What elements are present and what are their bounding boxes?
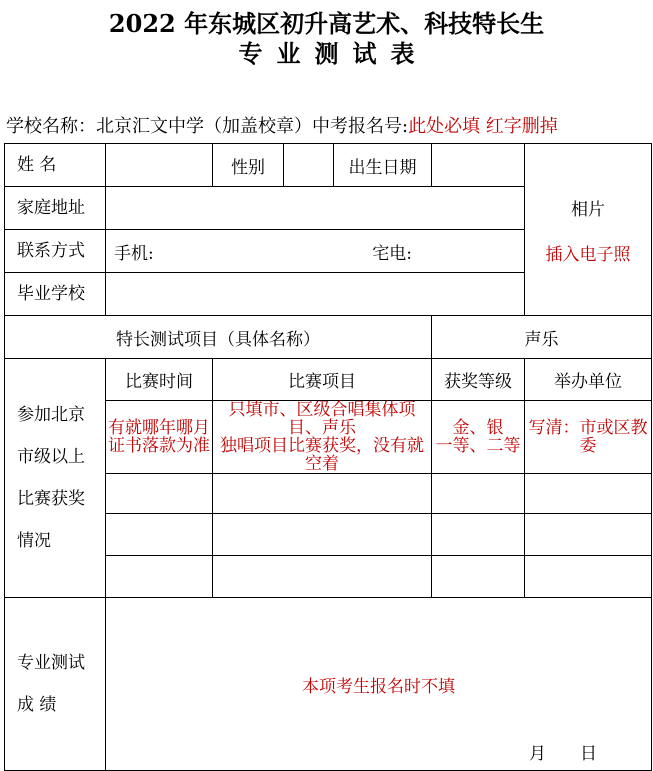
date-month: 月 <box>529 744 546 764</box>
awards-row-level[interactable] <box>432 514 525 556</box>
awards-hint-event[interactable]: 只填市、区级合唱集体项目、声乐 独唱项目比赛获奖，没有就空着 <box>213 401 432 474</box>
name-field[interactable] <box>106 144 213 187</box>
awards-header-event: 比赛项目 <box>213 359 432 401</box>
contact-field[interactable] <box>106 230 525 273</box>
birth-date-field[interactable] <box>432 144 525 187</box>
photo-box[interactable] <box>525 144 652 316</box>
awards-header-level: 获奖等级 <box>432 359 525 401</box>
graduate-school-label: 毕业学校 <box>5 273 106 316</box>
score-field[interactable] <box>106 598 652 771</box>
awards-row-level[interactable] <box>432 556 525 598</box>
specialty-value[interactable]: 声乐 <box>432 316 652 359</box>
home-phone-label: 宅电: <box>372 243 412 264</box>
awards-hint-time[interactable]: 有就哪年哪月 证书落款为准 <box>106 401 213 474</box>
photo-note: 插入电子照 <box>545 244 631 265</box>
awards-row-time[interactable] <box>106 474 213 514</box>
form-subtitle: 专业测试表 <box>238 39 429 68</box>
mobile-label: 手机: <box>114 243 154 264</box>
contact-label: 联系方式 <box>5 230 106 273</box>
address-label: 家庭地址 <box>5 187 106 230</box>
awards-row-event[interactable] <box>213 514 432 556</box>
awards-header-time: 比赛时间 <box>106 359 213 401</box>
awards-row-event[interactable] <box>213 556 432 598</box>
awards-hint-level[interactable]: 金、银 一等、二等 <box>432 401 525 474</box>
awards-hint-organizer[interactable]: 写清：市或区教委 <box>525 401 652 474</box>
graduate-school-field[interactable] <box>106 273 525 316</box>
score-label: 专业测试 成 绩 <box>5 598 106 771</box>
form-title: 2022 年东城区初升高艺术、科技特长生 <box>108 9 545 38</box>
awards-row-organizer[interactable] <box>525 514 652 556</box>
awards-row-time[interactable] <box>106 514 213 556</box>
application-form-table <box>4 143 652 771</box>
awards-row-organizer[interactable] <box>525 556 652 598</box>
school-label: 学校名称：北京汇文中学（加盖校章）中考报名号: <box>6 116 409 137</box>
awards-row-level[interactable] <box>432 474 525 514</box>
awards-row-organizer[interactable] <box>525 474 652 514</box>
awards-section-label: 参加北京 市级以上 比赛获奖 情况 <box>5 359 106 598</box>
birth-date-label: 出生日期 <box>334 144 432 187</box>
address-field[interactable] <box>106 187 525 230</box>
name-label: 姓 名 <box>5 144 106 187</box>
score-note: 本项考生报名时不填 <box>302 676 455 697</box>
awards-row-time[interactable] <box>106 556 213 598</box>
date-line <box>495 739 597 764</box>
awards-row-event[interactable] <box>213 474 432 514</box>
photo-label: 相片 <box>571 199 605 220</box>
specialty-label: 特长测试项目（具体名称） <box>5 316 432 359</box>
date-day: 日 <box>580 744 597 764</box>
school-line <box>6 112 558 138</box>
gender-label: 性别 <box>213 144 284 187</box>
awards-header-organizer: 举办单位 <box>525 359 652 401</box>
gender-field[interactable] <box>284 144 334 187</box>
school-line-note: 此处必填 红字删掉 <box>408 116 558 137</box>
